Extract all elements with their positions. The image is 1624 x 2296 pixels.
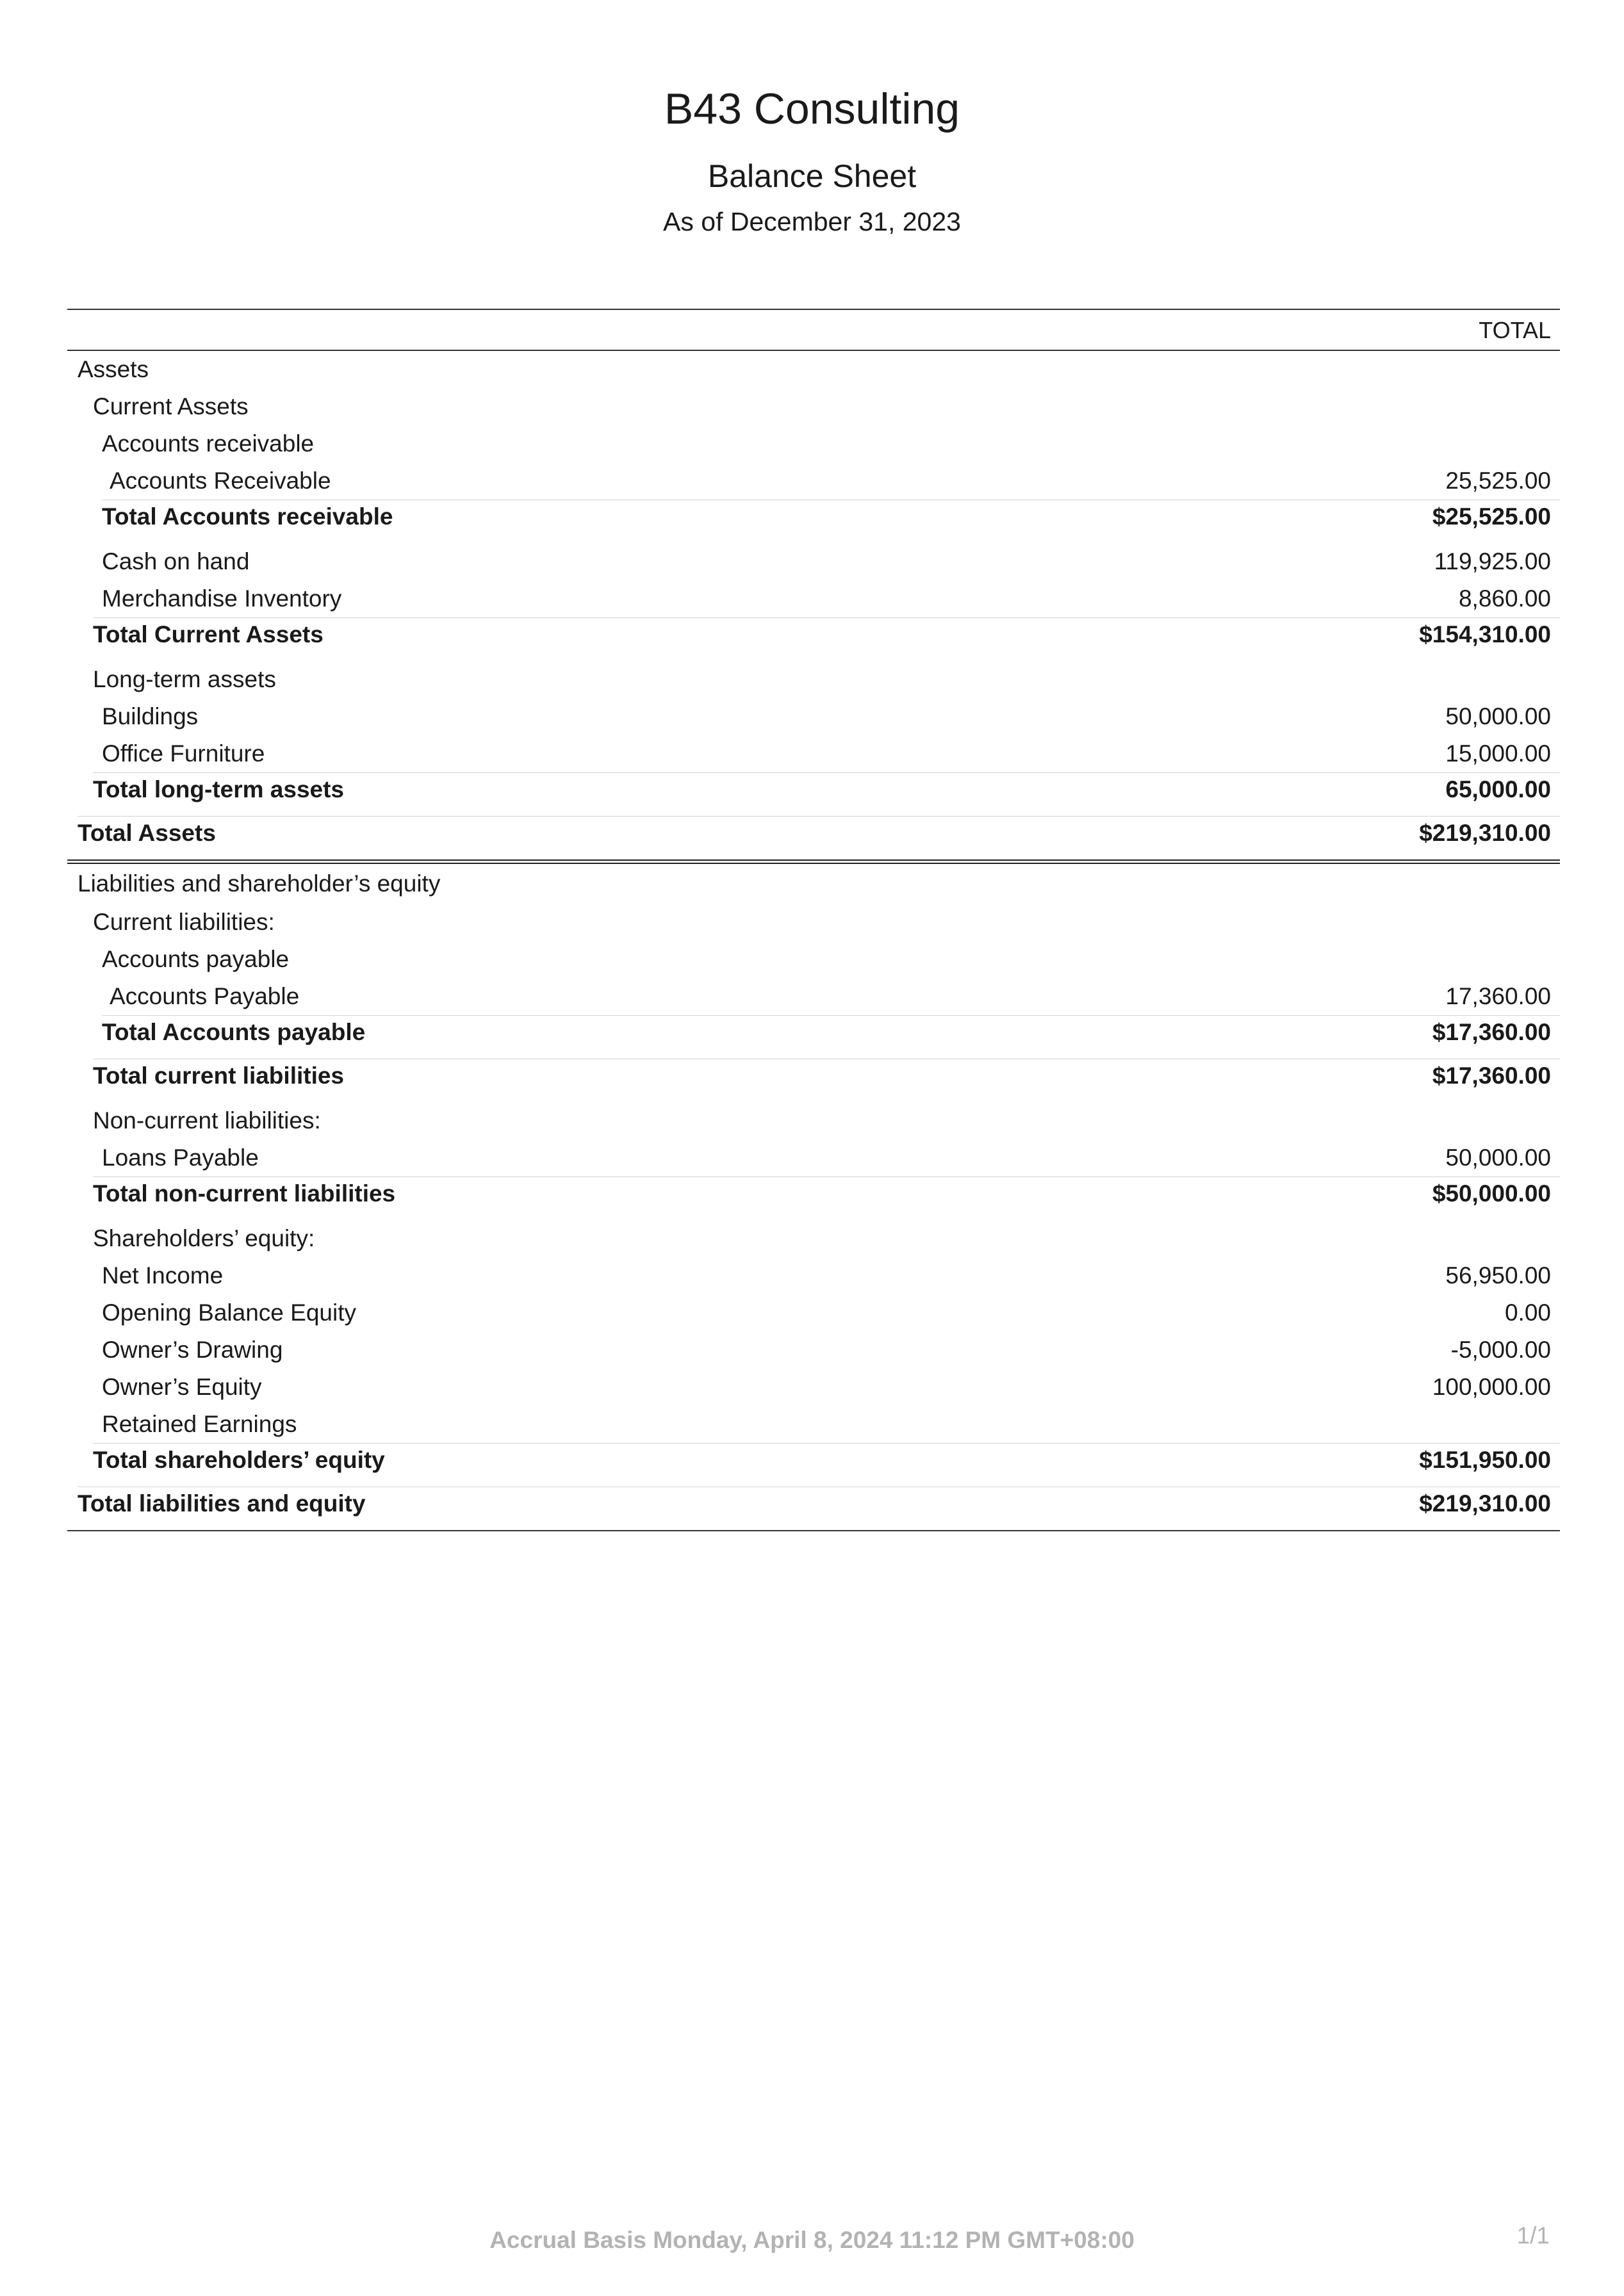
total-current-liabilities	[67, 1059, 1560, 1102]
column-header-total: TOTAL	[1479, 317, 1551, 343]
row-buildings	[67, 698, 1560, 735]
group-long-term-assets	[67, 661, 1560, 698]
balance-sheet-table	[67, 309, 1560, 1531]
row-amount: 119,925.00	[1434, 548, 1551, 574]
row-amount: $50,000.00	[1432, 1180, 1551, 1207]
group-non-current-liabilities	[67, 1102, 1560, 1139]
row-label: Accounts Receivable	[110, 468, 331, 494]
row-amount: 65,000.00	[1445, 776, 1551, 802]
row-amount: $17,360.00	[1432, 1019, 1551, 1045]
row-label: Cash on hand	[102, 548, 250, 574]
table-bottom-rule	[67, 1530, 1560, 1531]
row-amount: -5,000.00	[1450, 1337, 1551, 1363]
row-amount: 8,860.00	[1458, 585, 1551, 612]
section-assets	[67, 351, 1560, 388]
row-net-income	[67, 1257, 1560, 1294]
row-label: Accounts payable	[102, 946, 290, 972]
group-accounts-receivable	[67, 425, 1560, 462]
total-non-current-liabilities	[67, 1176, 1560, 1220]
row-accounts-receivable	[67, 462, 1560, 500]
row-label: Total non-current liabilities	[93, 1180, 396, 1207]
row-merchandise-inventory	[67, 580, 1560, 617]
row-label: Current Assets	[93, 393, 249, 419]
row-owners-drawing	[67, 1331, 1560, 1369]
row-amount: 50,000.00	[1445, 1144, 1551, 1171]
total-current-assets	[67, 617, 1560, 661]
report-title: Balance Sheet	[707, 158, 917, 194]
row-label: Total long-term assets	[93, 776, 345, 802]
row-label: Liabilities and shareholder’s equity	[78, 870, 441, 897]
company-name: B43 Consulting	[664, 85, 960, 133]
row-label: Total Current Assets	[93, 621, 324, 647]
group-current-assets	[67, 388, 1560, 425]
row-amount: $151,950.00	[1419, 1447, 1551, 1473]
row-label: Merchandise Inventory	[102, 585, 342, 612]
row-label: Total Accounts receivable	[102, 503, 393, 530]
total-long-term-assets	[67, 772, 1560, 816]
report-date: As of December 31, 2023	[663, 207, 961, 236]
row-label: Total Accounts payable	[102, 1019, 366, 1045]
group-accounts-payable	[67, 941, 1560, 978]
row-label: Retained Earnings	[102, 1411, 297, 1437]
row-label: Net Income	[102, 1262, 224, 1289]
row-label: Loans Payable	[102, 1144, 259, 1171]
row-amount: 17,360.00	[1445, 983, 1551, 1009]
row-label: Non-current liabilities:	[93, 1107, 321, 1134]
row-label: Current liabilities:	[93, 909, 275, 935]
row-owners-equity	[67, 1369, 1560, 1406]
group-current-liabilities	[67, 904, 1560, 941]
total-shareholders-equity	[67, 1443, 1560, 1486]
row-amount: $154,310.00	[1419, 621, 1551, 647]
row-accounts-payable	[67, 978, 1560, 1015]
table-header	[67, 309, 1560, 351]
row-amount: 0.00	[1504, 1299, 1551, 1326]
total-accounts-payable	[67, 1015, 1560, 1059]
row-amount: $219,310.00	[1419, 820, 1551, 846]
section-liabilities-equity	[67, 859, 1560, 904]
row-retained-earnings	[67, 1406, 1560, 1443]
row-label: Owner’s Drawing	[102, 1337, 283, 1363]
row-label: Long-term assets	[93, 666, 276, 692]
group-shareholders-equity	[67, 1220, 1560, 1257]
row-loans-payable	[67, 1139, 1560, 1176]
report-footer: Accrual Basis Monday, April 8, 2024 11:12 PM GMT+08:00	[489, 2227, 1135, 2253]
row-label: Assets	[78, 356, 149, 382]
row-label: Office Furniture	[102, 740, 265, 767]
total-liabilities-equity	[67, 1486, 1560, 1530]
row-amount: 50,000.00	[1445, 703, 1551, 729]
row-office-furniture	[67, 735, 1560, 772]
row-amount: 100,000.00	[1432, 1374, 1551, 1400]
row-label: Accounts Payable	[110, 983, 300, 1009]
row-label: Total Assets	[78, 820, 216, 846]
row-amount: 15,000.00	[1445, 740, 1551, 767]
row-amount: $219,310.00	[1419, 1490, 1551, 1517]
row-label: Total liabilities and equity	[78, 1490, 366, 1517]
row-label: Opening Balance Equity	[102, 1299, 356, 1326]
row-opening-balance-equity	[67, 1294, 1560, 1331]
row-label: Owner’s Equity	[102, 1374, 262, 1400]
row-amount: 56,950.00	[1445, 1262, 1551, 1289]
row-label: Total shareholders’ equity	[93, 1447, 385, 1473]
row-label: Buildings	[102, 703, 199, 729]
row-amount: 25,525.00	[1445, 468, 1551, 494]
page-number: 1/1	[1516, 2222, 1550, 2249]
row-label: Shareholders’ equity:	[93, 1225, 315, 1251]
total-accounts-receivable	[67, 500, 1560, 543]
row-cash-on-hand	[67, 543, 1560, 580]
row-label: Accounts receivable	[102, 430, 315, 457]
row-amount: $17,360.00	[1432, 1063, 1551, 1089]
total-assets	[67, 816, 1560, 859]
row-amount: $25,525.00	[1432, 503, 1551, 530]
row-label: Total current liabilities	[93, 1063, 345, 1089]
